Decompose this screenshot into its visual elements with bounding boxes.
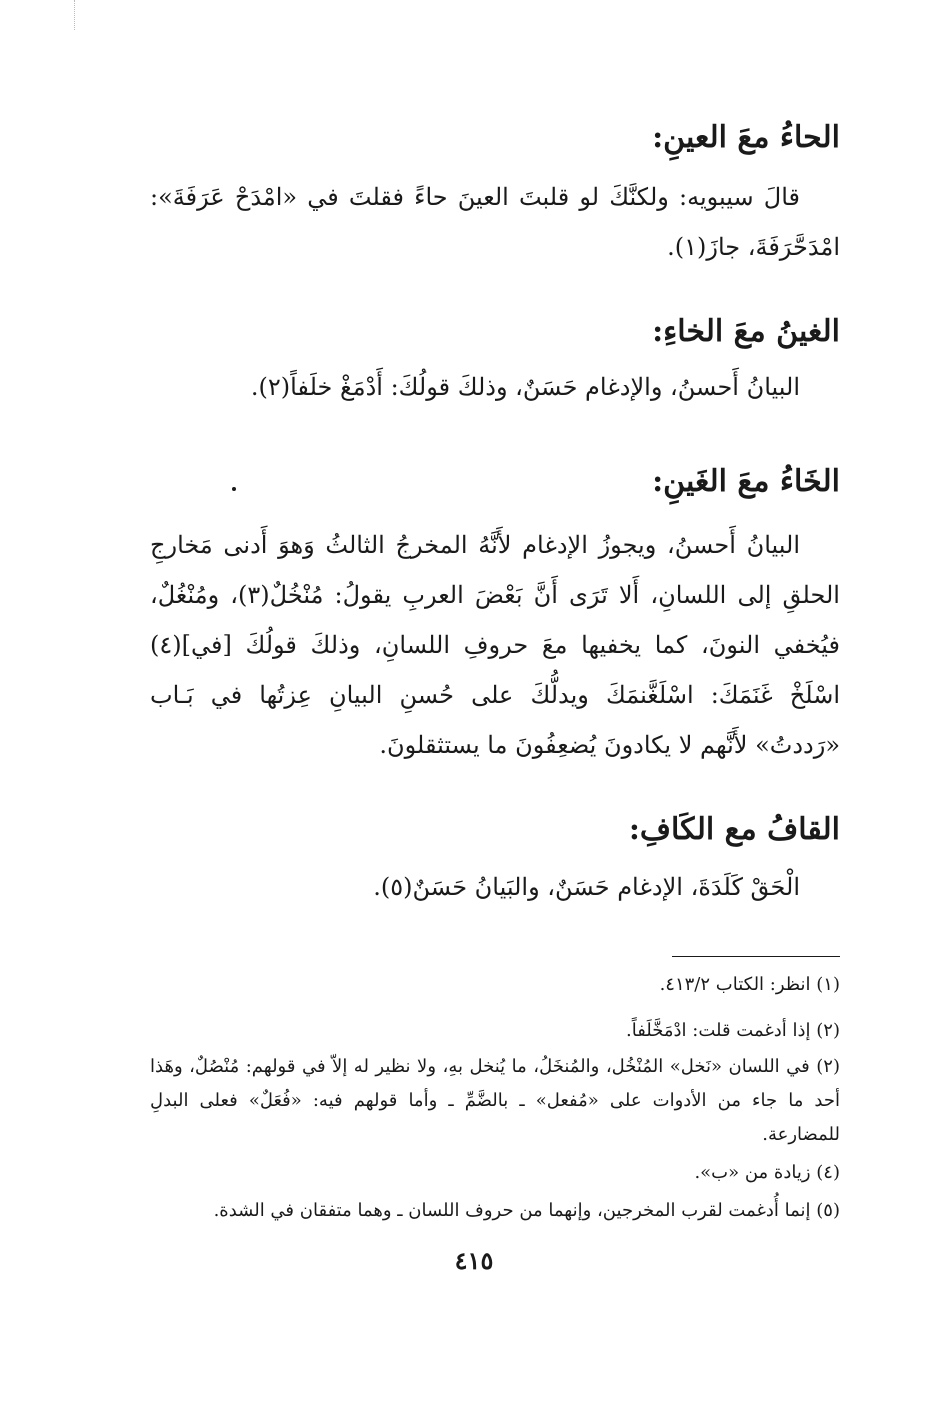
section-body-qaf-kaf: الْحَقْ كَلَدَةَ، الإدغام حَسَنٌ، والبَيانُ حَسَنٌ(٥). xyxy=(373,873,800,901)
margin-mark xyxy=(74,0,75,30)
section-body-ghain-kha: البيانُ أَحسنُ، والإدغام حَسَنٌ، وذلكَ قولُكَ: أَدْمَغْ خلَفاً(٢). xyxy=(250,373,800,401)
footnote-2: (٢) إذا أدغمت قلت: ادْمَخَّلَفاً. xyxy=(626,1020,840,1041)
footnote-separator xyxy=(672,956,840,957)
footnote-3: (٢) في اللسان «نَخل» المُنْخُل، والمُنخَلُ، ما يُنخل بهِ، ولا نظير له إلاّ في قولهم: مُنْصُلٌ، وهَذا أحد ما جاء من الأدوات على «مُفعل» ـ بالضَّمِّ ـ وأما قولهم فيه: «فُعَلٌ» فعلى البدلِ للمضارعة. xyxy=(150,1056,840,1145)
page-number: ٤١٥ xyxy=(454,1246,494,1275)
footnote-4: (٤) زيادة من «ب». xyxy=(694,1162,840,1183)
section-body-ha-ain: قالَ سيبويه: ولكنَّكَ لو قلبتَ العينَ حاءً فقلتَ في «امْدَحْ عَرَفَةَ»: امْدَحَّرَفَةَ، جازَ(١). xyxy=(150,183,840,261)
section-heading-ghain-kha: الغينُ معَ الخاءِ: xyxy=(652,314,840,349)
section-heading-kha-ghain: الخَاءُ معَ الغَينِ: xyxy=(652,464,840,499)
section-heading-ha-ain: الحاءُ معَ العينِ: xyxy=(652,120,840,155)
section-heading-qaf-kaf: القافُ مع الكَافِ: xyxy=(628,812,840,847)
footnote-1: (١) انظر: الكتاب ٤١٣/٢. xyxy=(659,974,840,995)
footnote-5: (٥) إنما أُدغمت لقرب المخرجين، وإنهما من حروف اللسان ـ وهما متفقان في الشدة. xyxy=(213,1200,840,1221)
section-body-kha-ghain: البيانُ أَحسنُ، ويجوزُ الإدغام لأَنَّهُ المخرجُ الثالثُ وَهوَ أَدنى مَخارجِ الحلقِ إلى اللسانِ، أَلا تَرَى أَنَّ بَعْضَ العربِ يقولُ: مُنْخُلٌ(٣)، ومُنْغُلٌ، فيُخفي النونَ، كما يخفيها معَ حروفِ اللسانِ، وذلكَ قولُكَ [في](٤) اسْلَخْ غَنَمَكَ: اسْلَغَّنمَكَ ويدلُّكَ على حُسنِ البيانِ عِزتُها في بَـاب «رَددتُ» لأَنَّهم لا يكادونَ يُضعِفُونَ ما يستثقلونَ. xyxy=(150,531,840,759)
